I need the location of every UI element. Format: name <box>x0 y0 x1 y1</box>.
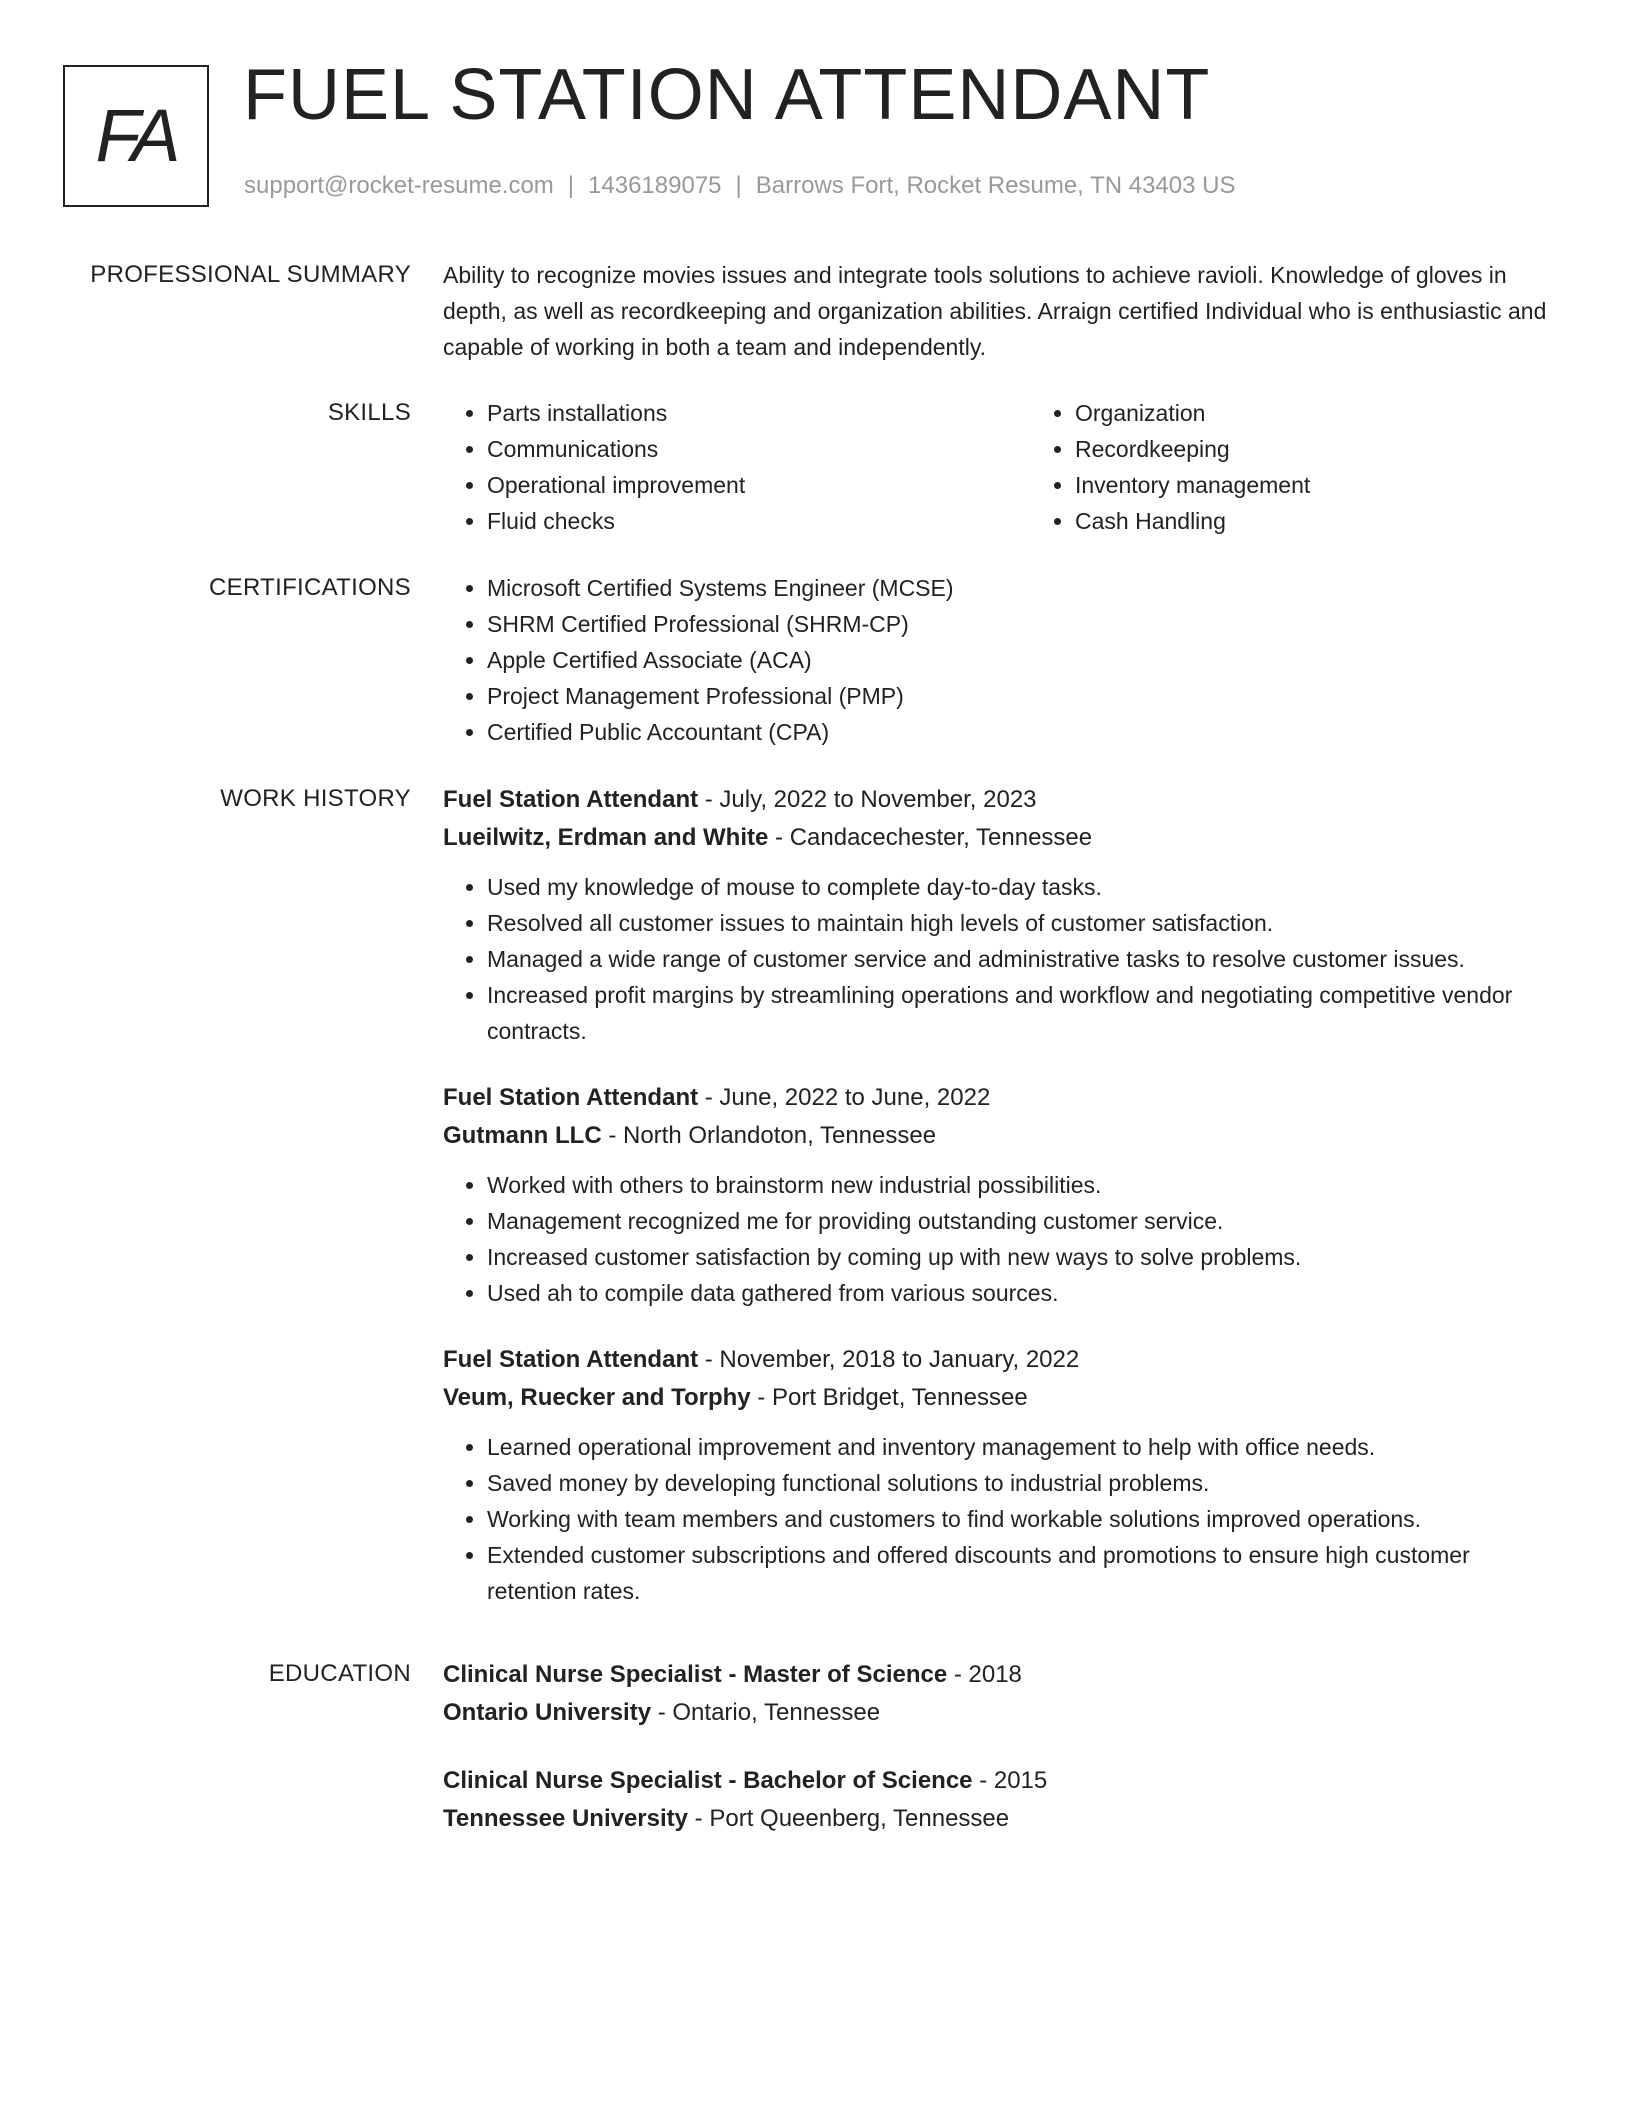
job-bullets <box>443 1167 1558 1311</box>
education-school-line <box>443 1694 1558 1732</box>
skill-item: • Organization <box>1075 395 1619 431</box>
certification-item: • Project Management Professional (PMP) <box>487 678 1558 714</box>
education-entry <box>443 1762 1558 1838</box>
education-degree-line <box>443 1762 1558 1800</box>
resume-title: FUEL STATION ATTENDANT <box>243 55 1211 135</box>
certification-item: • SHRM Certified Professional (SHRM-CP) <box>487 606 1558 642</box>
skills-body <box>443 395 1558 539</box>
job-company-line <box>443 1379 1558 1417</box>
skill-item: • Cash Handling <box>1075 503 1619 539</box>
contact-line <box>244 172 1235 200</box>
education-degree-line <box>443 1656 1558 1694</box>
job-dates: - July, 2022 to November, 2023 <box>698 786 1037 813</box>
summary-text: Ability to recognize movies issues and integrate tools solutions to achieve ravioli. Knowledge of gloves in depth, as well as recordkeeping and organization abilities. Arraign certified Individual who is enthusiastic and capable of working in both a team and independently. <box>443 262 1547 360</box>
certifications-list <box>443 570 1558 750</box>
section-label-skills: SKILLS <box>327 399 411 426</box>
education-location: - Port Queenberg, Tennessee <box>688 1805 1010 1832</box>
job-location: - Port Bridget, Tennessee <box>750 1384 1028 1411</box>
section-label-education: EDUCATION <box>268 1660 411 1687</box>
job-bullet: • Extended customer subscriptions and offered discounts and promotions to ensure high customer retention rates. <box>487 1537 1558 1609</box>
job-entry <box>443 781 1558 1049</box>
education-location: - Ontario, Tennessee <box>651 1699 881 1726</box>
skill-item: • Inventory management <box>1075 467 1619 503</box>
job-bullet: • Resolved all customer issues to maintain high levels of customer satisfaction. <box>487 905 1558 941</box>
job-location: - Candacechester, Tennessee <box>768 824 1093 851</box>
job-bullet: • Managed a wide range of customer service and administrative tasks to resolve customer issues. <box>487 941 1558 977</box>
monogram-initials: FA <box>95 94 177 177</box>
job-bullet: • Learned operational improvement and inventory management to help with office needs. <box>487 1429 1558 1465</box>
job-bullet: • Worked with others to brainstorm new industrial possibilities. <box>487 1167 1558 1203</box>
job-company: Lueilwitz, Erdman and White <box>443 824 769 851</box>
job-title: Fuel Station Attendant <box>443 1084 699 1111</box>
job-company-line <box>443 819 1558 857</box>
job-bullet: • Saved money by developing functional solutions to industrial problems. <box>487 1465 1558 1501</box>
education-body <box>443 1656 1558 1868</box>
job-title: Fuel Station Attendant <box>443 1346 699 1373</box>
job-title-line <box>443 781 1558 819</box>
job-bullets <box>443 869 1558 1049</box>
monogram-badge <box>63 65 209 207</box>
skill-item: • Fluid checks <box>487 503 1031 539</box>
education-school: Tennessee University <box>443 1805 689 1832</box>
skill-item: • Operational improvement <box>487 467 1031 503</box>
job-bullet: • Working with team members and customers to find workable solutions improved operations. <box>487 1501 1558 1537</box>
contact-separator: | <box>567 172 575 199</box>
summary-body <box>443 257 1558 365</box>
contact-address: Barrows Fort, Rocket Resume, TN 43403 US <box>755 172 1236 199</box>
job-entry <box>443 1079 1558 1311</box>
skill-item: • Communications <box>487 431 1031 467</box>
education-degree: Clinical Nurse Specialist - Bachelor of Science <box>443 1767 973 1794</box>
certifications-body <box>443 570 1558 750</box>
section-label-summary: PROFESSIONAL SUMMARY <box>90 261 411 288</box>
job-dates: - November, 2018 to January, 2022 <box>698 1346 1080 1373</box>
job-company: Veum, Ruecker and Torphy <box>443 1384 751 1411</box>
section-label-certifications: CERTIFICATIONS <box>209 574 411 601</box>
job-bullet: • Increased customer satisfaction by coming up with new ways to solve problems. <box>487 1239 1558 1275</box>
contact-email: support@rocket-resume.com <box>244 172 554 199</box>
skills-list-left <box>443 395 1031 539</box>
job-bullet: • Used ah to compile data gathered from various sources. <box>487 1275 1558 1311</box>
education-entry <box>443 1656 1558 1732</box>
job-title: Fuel Station Attendant <box>443 786 699 813</box>
certification-item: • Certified Public Accountant (CPA) <box>487 714 1558 750</box>
job-title-line <box>443 1079 1558 1117</box>
job-company-line <box>443 1117 1558 1155</box>
job-bullet: • Management recognized me for providing outstanding customer service. <box>487 1203 1558 1239</box>
skills-list-right <box>1031 395 1619 539</box>
job-bullets <box>443 1429 1558 1609</box>
job-bullet: • Increased profit margins by streamlining operations and workflow and negotiating competitive vendor contracts. <box>487 977 1558 1049</box>
education-year: - 2018 <box>947 1661 1022 1688</box>
education-degree: Clinical Nurse Specialist - Master of Science <box>443 1661 948 1688</box>
job-title-line <box>443 1341 1558 1379</box>
skill-item: • Parts installations <box>487 395 1031 431</box>
education-year: - 2015 <box>972 1767 1048 1794</box>
skill-item: • Recordkeeping <box>1075 431 1619 467</box>
contact-phone: 1436189075 <box>588 172 722 199</box>
job-bullet: • Used my knowledge of mouse to complete day-to-day tasks. <box>487 869 1558 905</box>
certification-item: • Microsoft Certified Systems Engineer (MCSE) <box>487 570 1558 606</box>
section-label-work: WORK HISTORY <box>220 785 411 812</box>
contact-separator: | <box>735 172 742 199</box>
job-company: Gutmann LLC <box>443 1122 602 1149</box>
work-history-body <box>443 781 1558 1639</box>
certification-item: • Apple Certified Associate (ACA) <box>487 642 1558 678</box>
job-dates: - June, 2022 to June, 2022 <box>698 1084 991 1111</box>
education-school: Ontario University <box>443 1699 652 1726</box>
education-school-line <box>443 1800 1558 1838</box>
job-location: - North Orlandoton, Tennessee <box>601 1122 937 1149</box>
job-entry <box>443 1341 1558 1609</box>
